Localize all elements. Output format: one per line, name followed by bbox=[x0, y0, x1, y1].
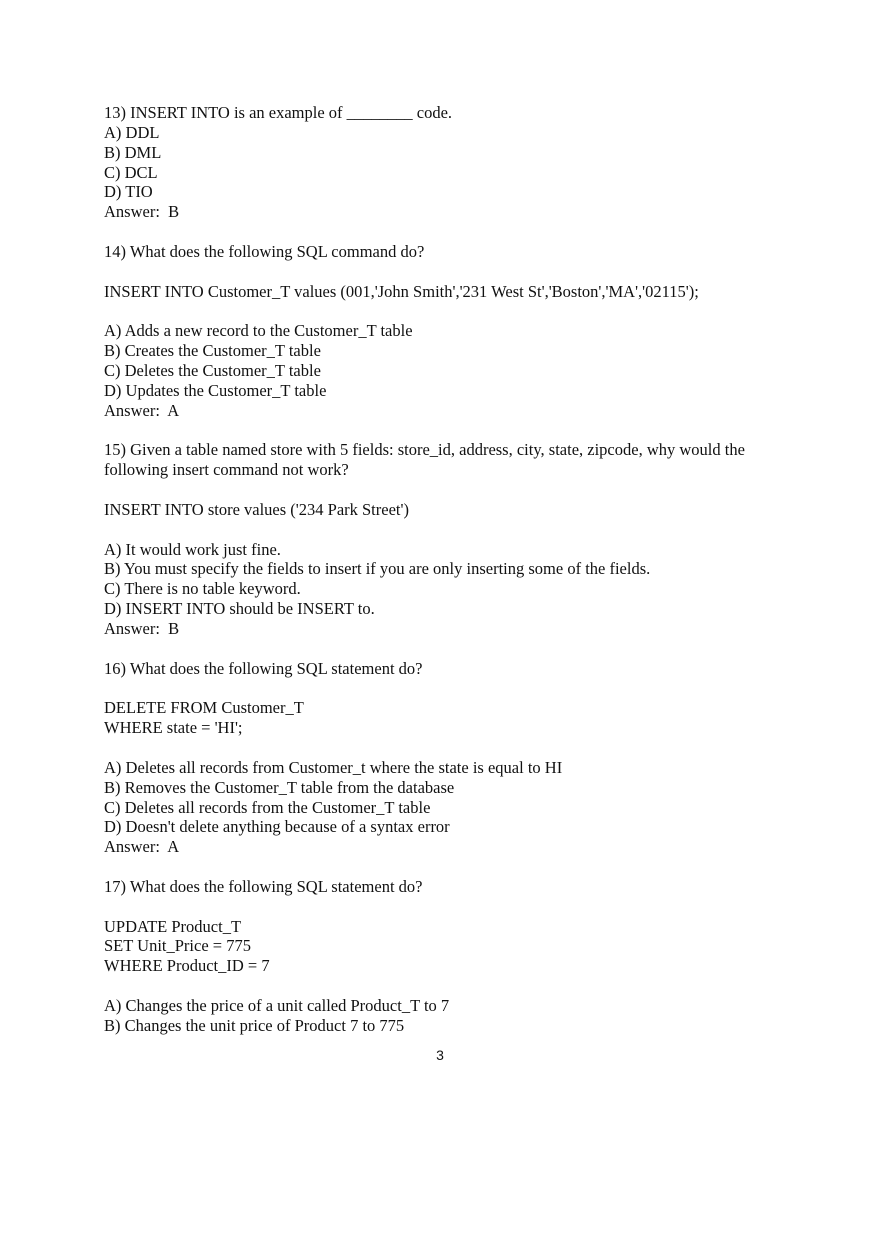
answer-key: Answer: A bbox=[104, 837, 180, 857]
sql-code-line: SET Unit_Price = 775 bbox=[104, 936, 251, 956]
question-prompt: 15) Given a table named store with 5 fields: store_id, address, city, state, zipcode, why would the following insert command not work? bbox=[104, 440, 745, 480]
sql-code-line: INSERT INTO store values ('234 Park Street') bbox=[104, 499, 409, 519]
question-17 bbox=[104, 877, 804, 1036]
answer-option: C) Deletes the Customer_T table bbox=[104, 360, 321, 380]
sql-code-line: UPDATE Product_T bbox=[104, 916, 242, 936]
answer-option: B) You must specify the fields to insert if you are only inserting some of the fields. bbox=[104, 559, 651, 579]
page-number: 3 bbox=[436, 1047, 444, 1063]
answer-option: B) Removes the Customer_T table from the database bbox=[104, 777, 455, 797]
sql-code-line: INSERT INTO Customer_T values (001,'John Smith','231 West St','Boston','MA','02115'); bbox=[104, 281, 699, 301]
question-14 bbox=[104, 242, 804, 421]
answer-key: Answer: B bbox=[104, 618, 180, 638]
answer-option: B) Changes the unit price of Product 7 to 775 bbox=[104, 1015, 405, 1035]
answer-key: Answer: A bbox=[104, 400, 180, 420]
answer-option: A) It would work just fine. bbox=[104, 539, 281, 559]
sql-code-line: DELETE FROM Customer_T bbox=[104, 698, 304, 718]
answer-option: D) Doesn't delete anything because of a syntax error bbox=[104, 817, 450, 837]
question-13 bbox=[104, 103, 804, 222]
answer-option: D) INSERT INTO should be INSERT to. bbox=[104, 599, 375, 619]
answer-option: C) There is no table keyword. bbox=[104, 579, 301, 599]
document-page bbox=[104, 103, 804, 1036]
sql-code-line: WHERE Product_ID = 7 bbox=[104, 956, 270, 976]
answer-option: D) Updates the Customer_T table bbox=[104, 380, 327, 400]
answer-option: C) Deletes all records from the Customer_T table bbox=[104, 797, 431, 817]
sql-code-line: WHERE state = 'HI'; bbox=[104, 718, 243, 738]
question-prompt: 13) INSERT INTO is an example of ________ code. bbox=[104, 103, 453, 122]
question-15 bbox=[104, 440, 804, 638]
answer-option: D) TIO bbox=[104, 182, 153, 202]
answer-option: B) Creates the Customer_T table bbox=[104, 341, 321, 361]
answer-key: Answer: B bbox=[104, 202, 180, 222]
answer-option: A) Deletes all records from Customer_t where the state is equal to HI bbox=[104, 757, 563, 777]
answer-option: A) DDL bbox=[104, 122, 160, 142]
question-16 bbox=[104, 659, 804, 857]
question-prompt: 16) What does the following SQL statement do? bbox=[104, 658, 423, 678]
question-prompt: 17) What does the following SQL statement do? bbox=[104, 876, 423, 896]
question-prompt: 14) What does the following SQL command do? bbox=[104, 241, 425, 261]
answer-option: A) Adds a new record to the Customer_T table bbox=[104, 321, 413, 341]
answer-option: C) DCL bbox=[104, 162, 158, 182]
answer-option: A) Changes the price of a unit called Product_T to 7 bbox=[104, 995, 450, 1015]
answer-option: B) DML bbox=[104, 142, 162, 162]
